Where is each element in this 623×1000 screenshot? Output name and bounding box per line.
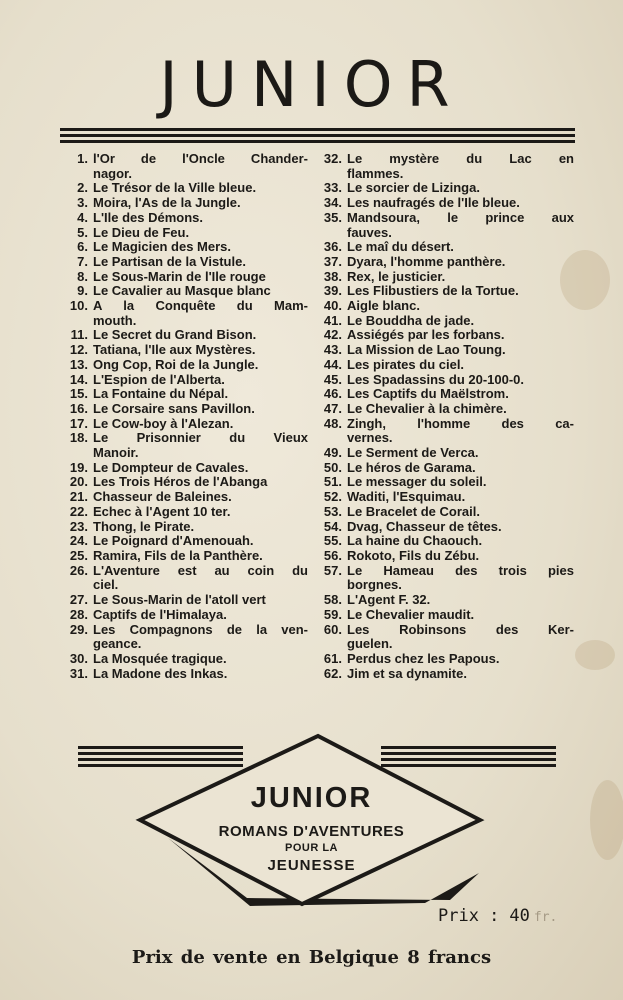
- list-item: [312, 387, 574, 402]
- list-item: [58, 152, 308, 167]
- item-title: Moira, l'As de la Jungle.: [93, 195, 241, 211]
- item-number: 38.: [323, 268, 342, 284]
- item-title: Le Poignard d'Amenouah.: [93, 533, 254, 549]
- item-title: Le mystère du Lac en: [347, 151, 574, 166]
- list-item: [58, 520, 308, 535]
- item-number: [58, 167, 93, 182]
- list-item: [58, 667, 308, 682]
- item-number: 52.: [323, 489, 342, 505]
- logo-line-2: POUR LA: [285, 842, 338, 854]
- item-number: 36.: [323, 239, 342, 255]
- item-title: Rex, le justicier.: [347, 268, 446, 284]
- item-title: Les Captifs du Maëlstrom.: [347, 386, 509, 402]
- list-item: [312, 475, 574, 490]
- item-title: La Fontaine du Népal.: [93, 386, 229, 402]
- list-item: [312, 490, 574, 505]
- item-number: 59.: [323, 606, 342, 622]
- item-title: l'Or de l'Oncle Chander-: [93, 151, 308, 166]
- list-item: [58, 475, 308, 490]
- item-title: Le sorcier de Lizinga.: [347, 180, 480, 196]
- list-item: [58, 167, 308, 182]
- item-number: [312, 167, 347, 182]
- item-number: 5.: [77, 224, 88, 240]
- item-number: 28.: [69, 606, 88, 622]
- price-value: 40: [509, 906, 530, 926]
- list-item: [312, 652, 574, 667]
- item-number: 20.: [69, 474, 88, 490]
- list-item: [312, 461, 574, 476]
- item-title: Le maî du désert.: [347, 239, 454, 255]
- item-number: 31.: [69, 665, 88, 681]
- list-item: [312, 226, 574, 241]
- list-item: [58, 505, 308, 520]
- list-item: [58, 461, 308, 476]
- list-item: [58, 637, 308, 652]
- item-title: Les naufragés de l'Ile bleue.: [347, 195, 520, 211]
- list-item: [312, 358, 574, 373]
- price-label: [438, 906, 557, 926]
- list-item: [312, 520, 574, 535]
- item-number: 15.: [69, 386, 88, 402]
- junior-logo: [0, 728, 623, 918]
- item-number: [312, 637, 347, 652]
- item-number: 43.: [323, 342, 342, 358]
- item-number: 33.: [323, 180, 342, 196]
- item-title: L'Agent F. 32.: [347, 592, 431, 608]
- list-item: [312, 637, 574, 652]
- list-item: [58, 328, 308, 343]
- page-title: JUNIOR: [159, 48, 464, 121]
- list-item: [58, 343, 308, 358]
- item-title: Echec à l'Agent 10 ter.: [93, 503, 231, 519]
- item-title: Tatiana, l'Ile aux Mystères.: [93, 342, 256, 358]
- item-title: Jim et sa dynamite.: [347, 665, 467, 681]
- list-item: [312, 402, 574, 417]
- item-number: 2.: [77, 180, 88, 196]
- item-title: Rokoto, Fils du Zébu.: [347, 547, 480, 563]
- item-number: 55.: [323, 533, 342, 549]
- item-title: fauves.: [347, 224, 392, 240]
- item-number: 47.: [323, 400, 342, 416]
- item-title: Les Flibustiers de la Tortue.: [347, 283, 519, 299]
- item-number: 4.: [77, 209, 88, 225]
- logo-brand: JUNIOR: [250, 782, 373, 814]
- list-item: [58, 446, 308, 461]
- item-title: Les Spadassins du 20-100-0.: [347, 371, 525, 387]
- item-title: Dyara, l'homme panthère.: [347, 253, 506, 269]
- item-number: [58, 578, 93, 593]
- item-number: 40.: [323, 298, 342, 314]
- item-title: Ong Cop, Roi de la Jungle.: [93, 356, 259, 372]
- item-number: 54.: [323, 518, 342, 534]
- list-item: [312, 343, 574, 358]
- item-number: 41.: [323, 312, 342, 328]
- list-item: [58, 373, 308, 388]
- item-title: La haine du Chaouch.: [347, 533, 483, 549]
- list-item: [312, 373, 574, 388]
- list-item: [312, 181, 574, 196]
- list-item: [312, 284, 574, 299]
- item-title: Le Serment de Verca.: [347, 445, 479, 461]
- list-item: [58, 181, 308, 196]
- item-title: Le messager du soleil.: [347, 474, 487, 490]
- item-number: 3.: [77, 195, 88, 211]
- item-number: 44.: [323, 356, 342, 372]
- list-item: [312, 505, 574, 520]
- item-title: Zingh, l'homme des ca-: [347, 415, 574, 431]
- list-item: [312, 255, 574, 270]
- list-item: [312, 549, 574, 564]
- item-number: 49.: [323, 445, 342, 461]
- list-item: [312, 431, 574, 446]
- list-item: [312, 328, 574, 343]
- item-number: 62.: [323, 665, 342, 681]
- list-item: [312, 534, 574, 549]
- item-title: Les pirates du ciel.: [347, 356, 465, 372]
- item-title: Aigle blanc.: [347, 298, 420, 314]
- item-title: Chasseur de Baleines.: [93, 489, 232, 505]
- item-title: Assiégés par les forbans.: [347, 327, 505, 343]
- list-item: [312, 564, 574, 579]
- item-title: Le Prisonnier du Vieux: [93, 430, 308, 446]
- item-title: A la Conquête du Mam-: [93, 298, 308, 314]
- item-number: 26.: [69, 562, 88, 578]
- item-title: Le Cow-boy à l'Alezan.: [93, 415, 234, 431]
- list-item: [312, 623, 574, 638]
- item-title: Le Corsaire sans Pavillon.: [93, 400, 255, 416]
- item-number: 46.: [323, 386, 342, 402]
- item-number: 48.: [323, 415, 342, 431]
- item-title: nagor.: [93, 165, 133, 181]
- list-item: [58, 255, 308, 270]
- item-number: 42.: [323, 327, 342, 343]
- item-number: [58, 314, 93, 329]
- list-item: [58, 402, 308, 417]
- list-item: [58, 314, 308, 329]
- item-number: 58.: [323, 592, 342, 608]
- item-number: [312, 226, 347, 241]
- item-number: 34.: [323, 195, 342, 211]
- item-number: 23.: [69, 518, 88, 534]
- list-item: [58, 387, 308, 402]
- list-item: [58, 284, 308, 299]
- list-item: [58, 578, 308, 593]
- item-title: vernes.: [347, 430, 393, 446]
- item-title: L'Aventure est au coin du: [93, 562, 308, 578]
- list-item: [312, 314, 574, 329]
- list-item: [312, 299, 574, 314]
- item-title: Les Trois Héros de l'Abanga: [93, 474, 268, 490]
- list-item: [58, 358, 308, 373]
- list-item: [58, 211, 308, 226]
- item-title: guelen.: [347, 636, 393, 652]
- list-item: [58, 240, 308, 255]
- item-number: 10.: [69, 298, 88, 314]
- list-item: [58, 226, 308, 241]
- item-title: Le Cavalier au Masque blanc: [93, 283, 271, 299]
- item-title: Le Bracelet de Corail.: [347, 503, 480, 519]
- list-item: [58, 623, 308, 638]
- list-item: [58, 608, 308, 623]
- item-title: Dvag, Chasseur de têtes.: [347, 518, 502, 534]
- item-number: 22.: [69, 503, 88, 519]
- item-title: Le Sous-Marin de l'atoll vert: [93, 592, 266, 608]
- item-title: Le Hameau des trois pies: [347, 562, 574, 578]
- item-title: Mandsoura, le prince aux: [347, 209, 574, 225]
- item-number: 45.: [323, 371, 342, 387]
- item-number: 51.: [323, 474, 342, 490]
- item-title: La Mission de Lao Toung.: [347, 342, 506, 358]
- item-number: 13.: [69, 356, 88, 372]
- logo-line-1: ROMANS D'AVENTURES: [218, 823, 405, 840]
- list-item: [312, 270, 574, 285]
- item-title: Le Sous-Marin de l'Ile rouge: [93, 268, 266, 284]
- item-number: 14.: [69, 371, 88, 387]
- list-item: [312, 417, 574, 432]
- price-text: Prix :: [438, 906, 500, 926]
- item-number: 17.: [69, 415, 88, 431]
- belgium-price: Prix de vente en Belgique 8 francs: [131, 947, 492, 968]
- item-number: 53.: [323, 503, 342, 519]
- item-title: Manoir.: [93, 445, 139, 461]
- item-title: Le Trésor de la Ville bleue.: [93, 180, 257, 196]
- titles-list-right: [312, 152, 574, 681]
- list-item: [58, 549, 308, 564]
- item-title: Les Robinsons des Ker-: [347, 621, 574, 637]
- item-number: 32.: [323, 151, 342, 166]
- titles-list-left: [58, 152, 308, 681]
- item-number: [312, 578, 347, 593]
- item-title: Le Magicien des Mers.: [93, 239, 231, 255]
- item-title: Captifs de l'Himalaya.: [93, 606, 227, 622]
- item-number: 30.: [69, 650, 88, 666]
- item-title: La Mosquée tragique.: [93, 650, 227, 666]
- item-title: Perdus chez les Papous.: [347, 650, 500, 666]
- paper-stain: [575, 640, 615, 670]
- item-number: 18.: [69, 430, 88, 446]
- item-title: flammes.: [347, 165, 404, 181]
- list-item: [58, 652, 308, 667]
- item-title: Le Secret du Grand Bison.: [93, 327, 257, 343]
- item-number: 12.: [69, 342, 88, 358]
- list-item: [312, 578, 574, 593]
- item-number: 16.: [69, 400, 88, 416]
- item-number: 8.: [77, 268, 88, 284]
- list-item: [312, 211, 574, 226]
- list-item: [58, 593, 308, 608]
- list-item: [312, 608, 574, 623]
- item-title: Le Chevalier à la chimère.: [347, 400, 507, 416]
- item-title: borgnes.: [347, 577, 402, 593]
- list-item: [58, 196, 308, 211]
- item-title: Le Chevalier maudit.: [347, 606, 475, 622]
- list-item: [312, 446, 574, 461]
- item-title: La Madone des Inkas.: [93, 665, 228, 681]
- item-title: L'Ile des Démons.: [93, 209, 204, 225]
- list-item: [312, 167, 574, 182]
- list-item: [58, 534, 308, 549]
- item-number: 35.: [323, 209, 342, 225]
- list-item: [58, 431, 308, 446]
- item-title: Le Dompteur de Cavales.: [93, 459, 249, 475]
- item-number: 6.: [77, 239, 88, 255]
- list-item: [312, 196, 574, 211]
- list-item: [58, 299, 308, 314]
- item-title: mouth.: [93, 312, 137, 328]
- item-number: 60.: [323, 621, 342, 637]
- item-number: 39.: [323, 283, 342, 299]
- item-number: 57.: [323, 562, 342, 578]
- list-item: [312, 593, 574, 608]
- price-currency: fr.: [533, 910, 558, 925]
- item-number: [58, 446, 93, 461]
- item-title: Les Compagnons de la ven-: [93, 621, 308, 637]
- item-number: 24.: [69, 533, 88, 549]
- list-item: [58, 270, 308, 285]
- item-number: 25.: [69, 547, 88, 563]
- item-title: Le Partisan de la Vistule.: [93, 253, 246, 269]
- item-number: 29.: [69, 621, 88, 637]
- item-number: [312, 431, 347, 446]
- item-number: 21.: [69, 489, 88, 505]
- item-title: Le Dieu de Feu.: [93, 224, 190, 240]
- item-number: [58, 637, 93, 652]
- item-title: Thong, le Pirate.: [93, 518, 195, 534]
- item-title: ciel.: [93, 577, 119, 593]
- list-item: [58, 490, 308, 505]
- item-number: 1.: [77, 151, 88, 166]
- list-item: [58, 564, 308, 579]
- item-title: Le Bouddha de jade.: [347, 312, 475, 328]
- item-number: 11.: [70, 327, 88, 343]
- item-number: 56.: [323, 547, 342, 563]
- list-item: [312, 152, 574, 167]
- item-number: 50.: [323, 459, 342, 475]
- item-number: 27.: [69, 592, 88, 608]
- title-rule: [60, 128, 575, 146]
- item-number: 61.: [323, 650, 342, 666]
- item-title: Le héros de Garama.: [347, 459, 476, 475]
- item-title: geance.: [93, 636, 142, 652]
- item-number: 37.: [323, 253, 342, 269]
- list-item: [58, 417, 308, 432]
- list-item: [312, 667, 574, 682]
- item-title: Waditi, l'Esquimau.: [347, 489, 466, 505]
- item-number: 7.: [77, 253, 88, 269]
- logo-line-3: JEUNESSE: [267, 857, 356, 874]
- item-number: 19.: [69, 459, 88, 475]
- list-item: [312, 240, 574, 255]
- item-title: Ramira, Fils de la Panthère.: [93, 547, 263, 563]
- item-number: 9.: [77, 283, 88, 299]
- item-title: L'Espion de l'Alberta.: [93, 371, 225, 387]
